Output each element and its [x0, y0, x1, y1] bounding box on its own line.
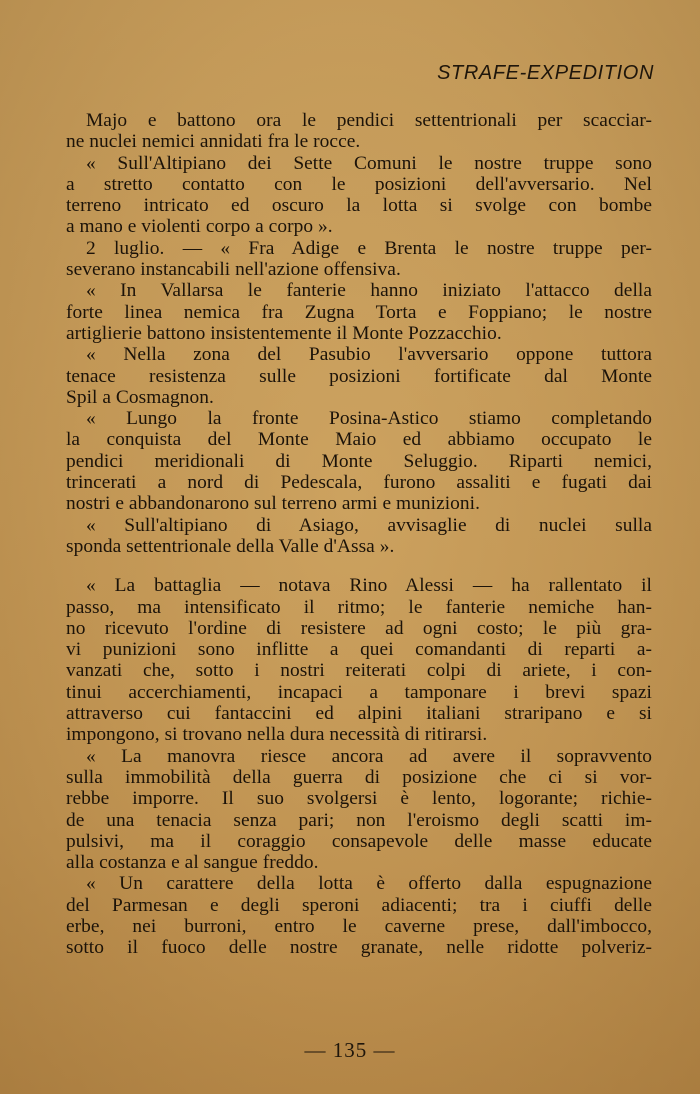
text-line: erbe, nei burroni, entro le caverne prese, dall'imbocco,: [66, 915, 652, 937]
text-line: passo, ma intensificato il ritmo; le fanterie nemiche han-: [66, 596, 652, 618]
text-line: pendici meridionali di Monte Seluggio. Riparti nemici,: [66, 450, 652, 472]
paragraph: [66, 238, 652, 281]
text-line: 2 luglio. — « Fra Adige e Brenta le nostre truppe per-: [86, 237, 652, 259]
text-line: attraverso cui fantaccini ed alpini italiani straripano e si: [66, 703, 652, 725]
paragraph: [66, 746, 652, 874]
text-line: sponda settentrionale della Valle d'Assa ».: [66, 535, 395, 557]
section-gap: [66, 557, 652, 575]
text-line: « Sull'altipiano di Asiago, avvisaglie di nuclei sulla: [86, 514, 652, 536]
text-line: « Un carattere della lotta è offerto dalla espugnazione: [86, 873, 652, 895]
text-line: pulsivi, ma il coraggio consapevole delle masse educate: [66, 830, 652, 852]
text-line: Spil a Cosmagnon.: [66, 386, 214, 408]
body-text: [66, 110, 652, 959]
text-line: la conquista del Monte Maio ed abbiamo occupato le: [66, 429, 652, 451]
paragraph: [66, 344, 652, 408]
text-line: Majo e battono ora le pendici settentrionali per scacciar-: [86, 110, 652, 131]
page-number: — 135 —: [304, 1038, 396, 1062]
text-line: tinui accerchiamenti, incapaci a tamponare i brevi spazi: [66, 681, 652, 703]
paragraph: [66, 110, 652, 153]
paragraph: [66, 408, 652, 514]
text-line: terreno intricato ed oscuro la lotta si svolge con bombe: [66, 195, 652, 217]
text-line: del Parmesan e degli speroni adiacenti; tra i ciuffi delle: [66, 894, 652, 916]
text-line: forte linea nemica fra Zugna Torta e Foppiano; le nostre: [66, 301, 652, 323]
text-line: « Lungo la fronte Posina-Astico stiamo completando: [86, 408, 652, 430]
text-line: « La manovra riesce ancora ad avere il sopravvento: [86, 745, 652, 767]
paragraph: [66, 873, 652, 958]
text-line: impongono, si trovano nella dura necessità di ritirarsi.: [66, 724, 488, 746]
text-line: « Sull'Altipiano dei Sette Comuni le nostre truppe sono: [86, 152, 652, 174]
text-line: « In Vallarsa le fanterie hanno iniziato l'attacco della: [86, 280, 652, 302]
text-line: trincerati a nord di Pedescala, furono assaliti e fugati dai: [66, 472, 652, 494]
text-line: « La battaglia — notava Rino Alessi — ha rallentato il: [86, 575, 652, 597]
text-line: « Nella zona del Pasubio l'avversario oppone tuttora: [86, 344, 652, 366]
text-line: no ricevuto l'ordine di resistere ad ogni costo; le più gra-: [66, 617, 652, 639]
text-line: alla costanza e al sangue freddo.: [66, 852, 319, 874]
paragraph: [66, 575, 652, 745]
text-line: sulla immobilità della guerra di posizione che ci si vor-: [66, 766, 652, 788]
text-line: ne nuclei nemici annidati fra le rocce.: [66, 131, 361, 153]
paragraph: [66, 153, 652, 238]
text-line: rebbe imporre. Il suo svolgersi è lento, logorante; richie-: [66, 788, 652, 810]
text-line: vanzati che, sotto i nostri reiterati colpi di ariete, i con-: [66, 660, 652, 682]
text-line: severano instancabili nell'azione offensiva.: [66, 259, 401, 281]
paragraph: [66, 280, 652, 344]
text-line: sotto il fuoco delle nostre granate, nelle ridotte polveriz-: [66, 937, 652, 959]
paragraph: [66, 515, 652, 558]
text-line: artiglierie battono insistentemente il Monte Pozzacchio.: [66, 322, 502, 344]
text-line: a mano e violenti corpo a corpo ».: [66, 216, 333, 238]
text-line: tenace resistenza sulle posizioni fortificate dal Monte: [66, 365, 652, 387]
text-line: a stretto contatto con le posizioni dell'avversario. Nel: [66, 173, 652, 195]
text-line: nostri e abbandonarono sul terreno armi e munizioni.: [66, 493, 480, 515]
running-head: STRAFE-EXPEDITION: [437, 62, 654, 84]
text-line: de una tenacia senza pari; non l'eroismo degli scatti im-: [66, 809, 652, 831]
text-line: vi punizioni sono inflitte a quei comandanti di reparti a-: [66, 639, 652, 661]
